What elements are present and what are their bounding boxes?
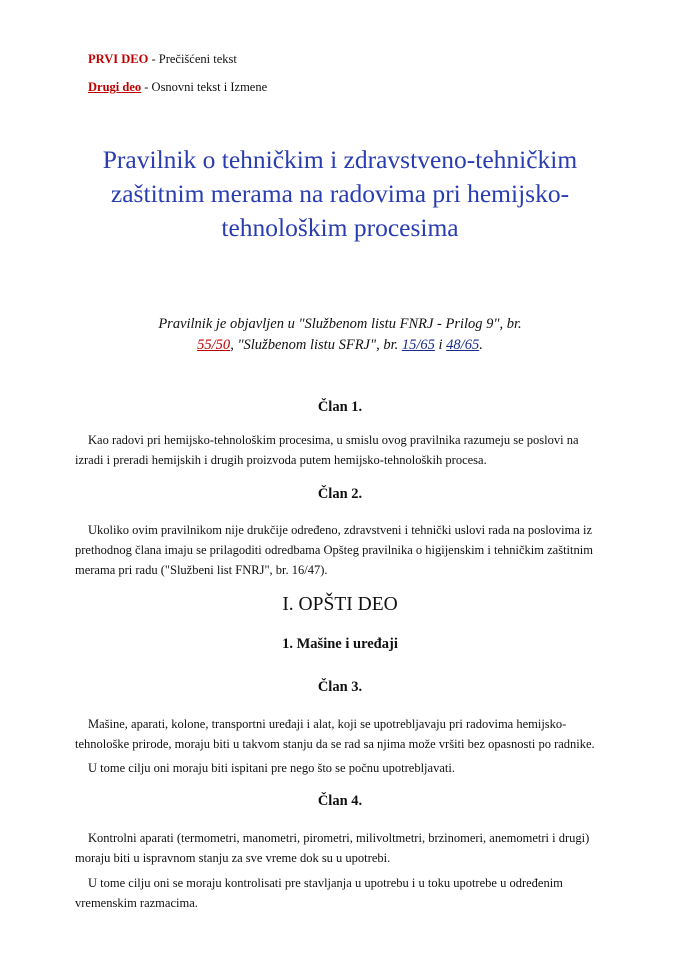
section-heading: I. OPŠTI DEO: [282, 594, 398, 615]
second-part-desc: - Osnovni tekst i Izmene: [141, 80, 268, 94]
article-heading: Član 4.: [317, 793, 363, 809]
nav-first-part: [88, 52, 237, 67]
gazette-link-15-65[interactable]: 15/65: [401, 337, 435, 353]
article-paragraph: U tome cilju oni moraju biti ispitani pre nego što se počnu upotrebljavati.: [88, 761, 455, 775]
article-paragraph: Kontrolni aparati (termometri, manometri, pirometri, milivoltmetri, brzinomeri, anemometri i drugi) moraju biti u ispravnom stanju za sve vreme dok su u upotrebi.: [75, 831, 590, 865]
article-heading: Član 1.: [317, 399, 363, 415]
pub-text: Pravilnik je objavljen u "Službenom listu FNRJ - Prilog 9", br.: [158, 316, 522, 332]
title-line: zaštitnim merama na radovima pri hemijsko-: [110, 179, 570, 208]
gazette-link-48-65[interactable]: 48/65: [446, 337, 480, 353]
article-paragraph: U tome cilju oni se moraju kontrolisati pre stavljanja u upotrebu i u toku upotrebe u određenim vremenskim razmacima.: [75, 876, 563, 910]
pub-text: i: [434, 337, 447, 353]
first-part-link[interactable]: PRVI DEO: [88, 52, 149, 66]
title-line: tehnološkim procesima: [221, 213, 459, 242]
subsection-heading: 1. Mašine i uređaji: [282, 636, 398, 652]
title-line: Pravilnik o tehničkim i zdravstveno-tehničkim: [102, 145, 578, 174]
second-part-link[interactable]: Drugi deo: [88, 80, 142, 94]
article-paragraph: Kao radovi pri hemijsko-tehnološkim procesima, u smislu ovog pravilnika razumeju se poslovi na izradi i preradi hemijskih i drugih proizvoda putem hemijsko-tehnoloških procesa.: [75, 433, 579, 467]
nav-second-part: [88, 80, 267, 95]
article-heading: Član 2.: [317, 486, 363, 502]
gazette-link-55-50[interactable]: 55/50: [197, 337, 231, 353]
publication-note: [80, 314, 600, 356]
article-paragraph: Mašine, aparati, kolone, transportni uređaji i alat, koji se upotrebljavaju pri radovima hemijsko-tehnološke prirode, moraju biti u takvom stanju da se rad sa njima može vršiti bez opasnosti po radnike.: [75, 717, 595, 751]
document-title: [40, 143, 640, 245]
pub-text: , "Službenom listu SFRJ", br.: [230, 337, 402, 353]
pub-text: .: [479, 337, 483, 353]
first-part-desc: - Prečišćeni tekst: [148, 52, 237, 66]
article-paragraph: Ukoliko ovim pravilnikom nije drukčije određeno, zdravstveni i tehnički uslovi rada na poslovima iz prethodnog člana imaju se prilagoditi odredbama Opšteg pravilnika o higijenskim i tehničkim zaštitnim merama pri radu ("Službeni list FNRJ", br. 16/47).: [75, 523, 593, 577]
article-heading: Član 3.: [317, 679, 363, 695]
